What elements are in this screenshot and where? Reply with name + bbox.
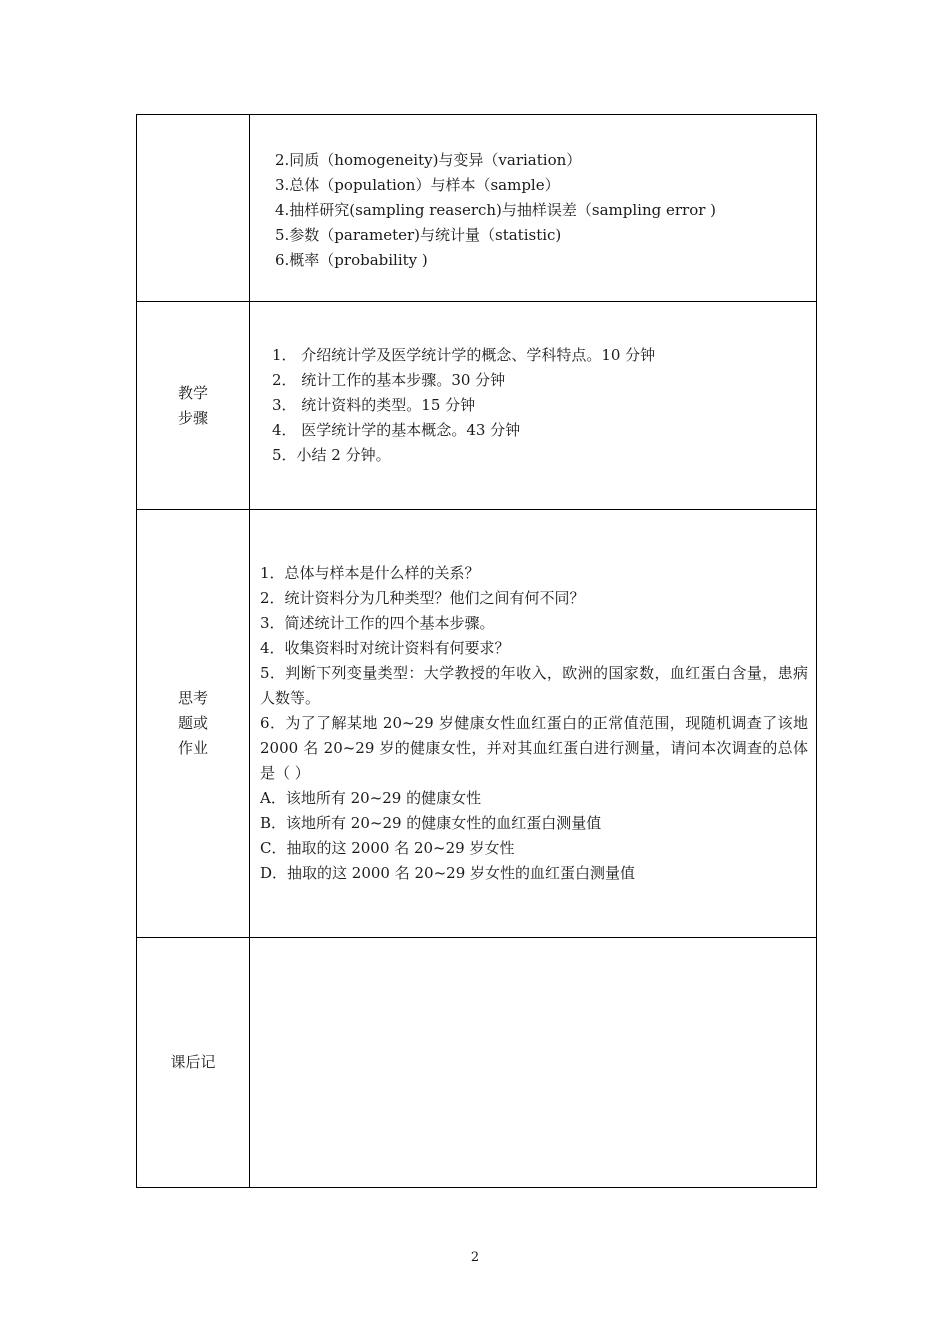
question-item: 4．收集资料时对统计资料有何要求？	[260, 639, 510, 657]
answer-option: B．该地所有 20~29 的健康女性的血红蛋白测量值	[260, 814, 602, 832]
label-line: 题或	[177, 714, 208, 732]
label-line: 作业	[177, 739, 208, 757]
concept-item: 4.抽样研究(sampling reaserch)与抽样误差（sampling error )	[275, 200, 717, 219]
teaching-steps-content	[250, 302, 817, 510]
step-item: 1． 介绍统计学及医学统计学的概念、学科特点。10 分钟	[272, 346, 656, 364]
concept-item: 6.概率（probability )	[275, 250, 428, 269]
step-item: 4． 医学统计学的基本概念。43 分钟	[272, 421, 521, 439]
concept-item: 5.参数（parameter)与统计量（statistic)	[275, 225, 562, 244]
question-item: 2．统计资料分为几种类型？他们之间有何不同？	[260, 589, 585, 607]
teaching-steps-row	[137, 302, 817, 510]
concept-item: 3.总体（population）与样本（sample）	[275, 175, 560, 194]
concepts-row	[137, 115, 817, 302]
answer-option: A．该地所有 20~29 的健康女性	[260, 789, 482, 807]
answer-option: D．抽取的这 2000 名 20~29 岁女性的血红蛋白测量值	[260, 864, 636, 882]
answer-option: C．抽取的这 2000 名 20~29 岁女性	[260, 839, 515, 857]
concepts-content-cell	[250, 115, 817, 302]
label-line: 步骤	[177, 408, 208, 427]
homework-question-list	[250, 561, 816, 886]
concepts-list	[250, 144, 816, 273]
homework-label	[137, 510, 250, 938]
question-item: 5．判断下列变量类型：大学教授的年收入，欧洲的国家数，血红蛋白含量，患病人数等。	[260, 664, 808, 707]
question-item: 3．简述统计工作的四个基本步骤。	[260, 614, 495, 632]
lesson-plan-table	[136, 114, 817, 1188]
homework-content	[250, 510, 817, 938]
question-item: 6．为了了解某地 20~29 岁健康女性血红蛋白的正常值范围，现随机调查了该地 2000 名 20~29 岁的健康女性，并对其血红蛋白进行测量，请问本次调查的总体是（ ）	[260, 714, 808, 782]
after-class-row	[137, 938, 817, 1188]
teaching-steps-label	[137, 302, 250, 510]
after-class-label: 课后记	[137, 938, 250, 1188]
homework-row	[137, 510, 817, 938]
concepts-label-cell	[137, 115, 250, 302]
label-line: 思考	[177, 689, 208, 707]
teaching-steps-list	[250, 343, 816, 468]
step-item: 5．小结 2 分钟。	[272, 446, 391, 464]
after-class-content	[250, 938, 817, 1188]
concept-item: 2.同质（homogeneity)与变异（variation）	[275, 150, 582, 169]
question-item: 1．总体与样本是什么样的关系？	[260, 564, 480, 582]
step-item: 2． 统计工作的基本步骤。30 分钟	[272, 371, 506, 389]
label-line: 教学	[177, 383, 208, 402]
page-number: 2	[470, 1250, 480, 1265]
step-item: 3． 统计资料的类型。15 分钟	[272, 396, 476, 414]
